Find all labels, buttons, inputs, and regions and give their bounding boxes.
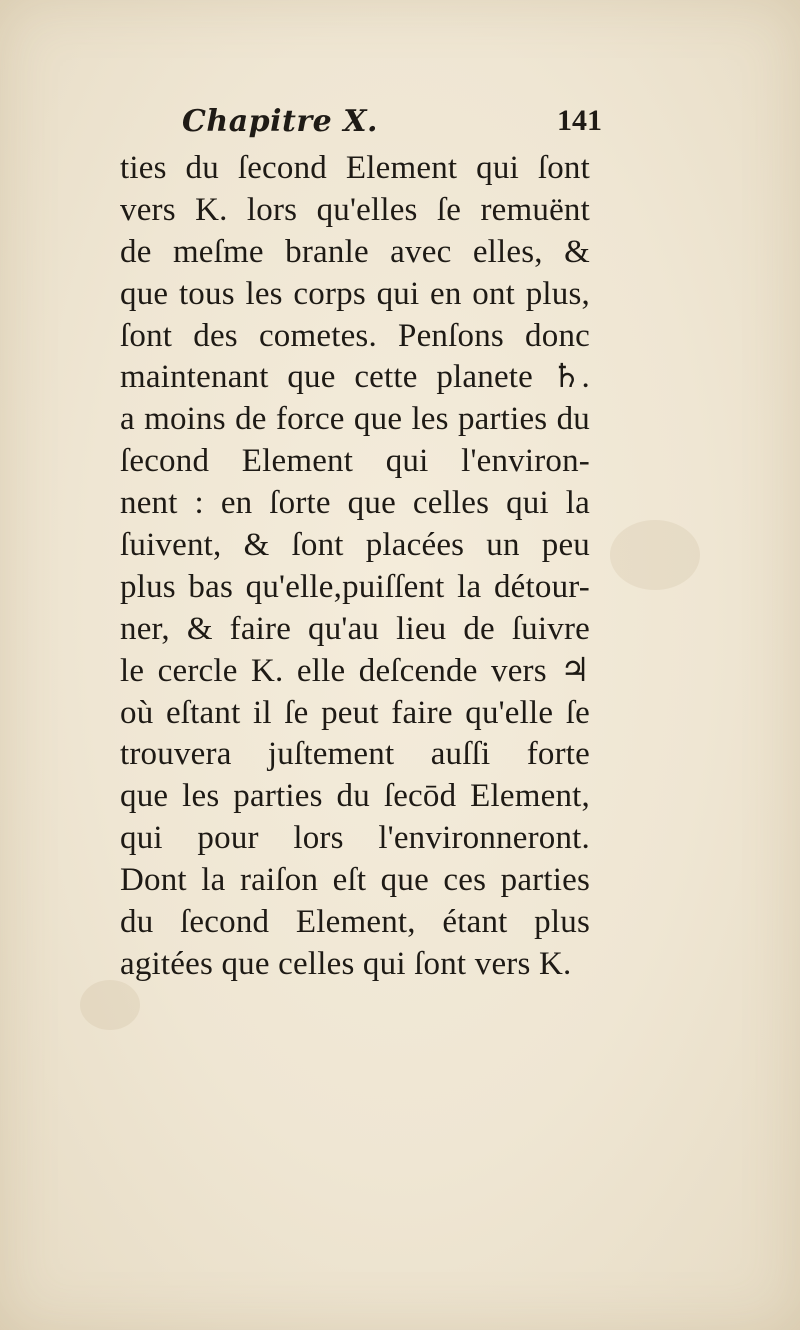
- page-number: 141: [557, 104, 602, 137]
- running-head: Chapitre X.: [182, 104, 378, 139]
- page-header: [182, 104, 602, 148]
- text-line: que les parties du ſecōd Element,: [120, 778, 590, 815]
- text-line: plus bas qu'elle,puiſſent la détour-: [120, 568, 590, 605]
- text-line: vers K. lors qu'elles ſe remuënt: [120, 191, 590, 228]
- text-line: du ſecond Element, étant plus: [120, 904, 590, 941]
- text-line: de meſme branle avec elles, &: [120, 233, 590, 270]
- text-line: agitées que celles qui ſont vers K.: [120, 945, 572, 982]
- text-line: nent : en ſorte que celles qui la: [120, 485, 590, 522]
- text-line: le cercle K. elle deſcende vers ♃: [120, 652, 590, 689]
- text-line: ties du ſecond Element qui ſont: [120, 150, 590, 186]
- text-line: trouvera juſtement auſſi forte: [120, 736, 590, 773]
- text-line: ſont des cometes. Penſons donc: [120, 317, 590, 354]
- paper-stain: [610, 520, 700, 590]
- text-line: maintenant que cette planete ♄.: [120, 359, 590, 396]
- body-text: [120, 148, 590, 986]
- text-line: que tous les corps qui en ont plus,: [120, 275, 590, 312]
- paper-stain: [80, 980, 140, 1030]
- text-line: ner, & faire qu'au lieu de ſuivre: [120, 610, 590, 647]
- text-line: Dont la raiſon eſt que ces parties: [120, 862, 590, 899]
- text-line: ſecond Element qui l'environ-: [120, 443, 590, 480]
- text-line: ſuivent, & ſont placées un peu: [120, 527, 590, 564]
- text-line: où eſtant il ſe peut faire qu'elle ſe: [120, 694, 590, 731]
- text-line: a moins de force que les parties du: [120, 401, 590, 438]
- text-line: qui pour lors l'environneront.: [120, 820, 590, 857]
